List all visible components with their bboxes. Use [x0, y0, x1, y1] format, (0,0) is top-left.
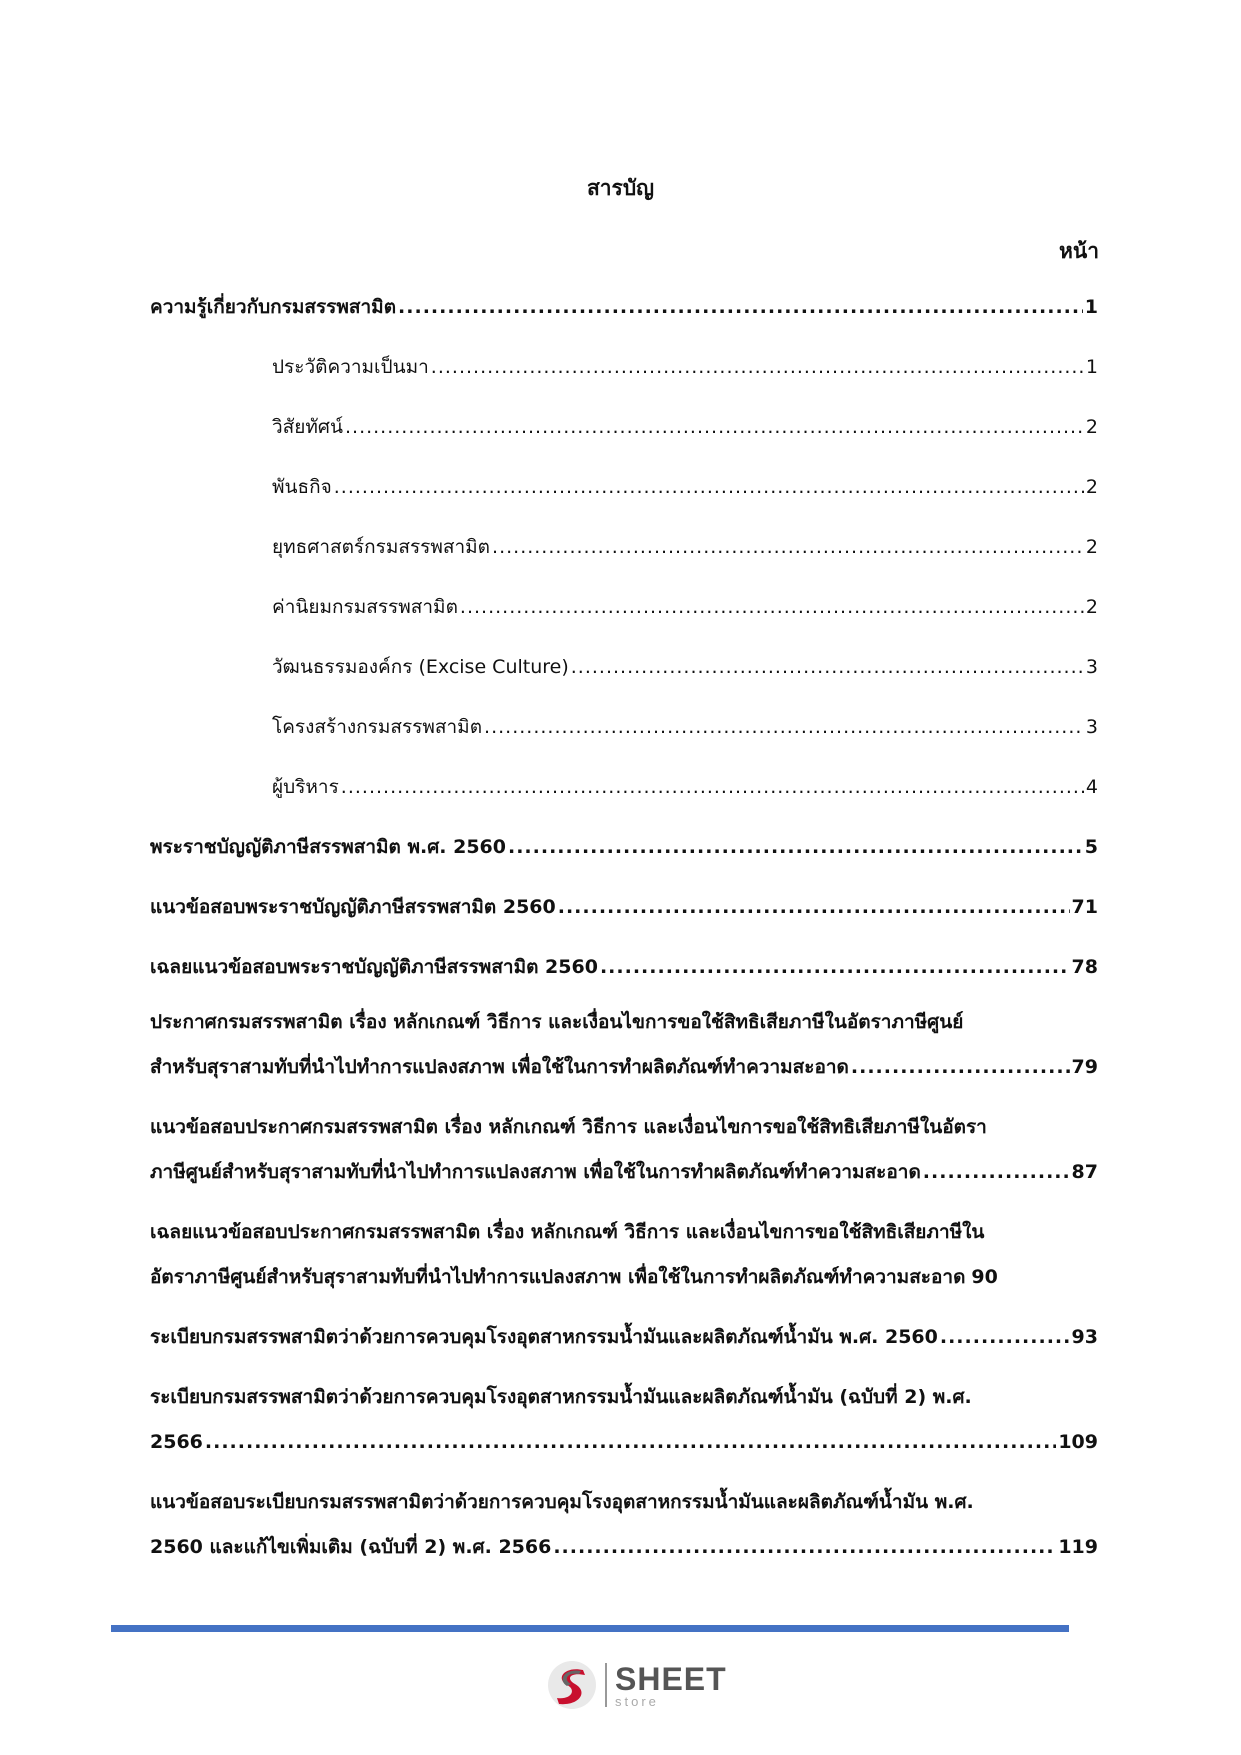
toc-entry[interactable]	[150, 1427, 1098, 1457]
leader-dots	[492, 532, 1084, 562]
toc-subentry[interactable]	[272, 712, 1098, 742]
leader-dots	[341, 772, 1084, 802]
leader-dots	[558, 892, 1070, 922]
toc-entry-line1[interactable]: แนวข้อสอบประกาศกรมสรรพสามิต เรื่อง หลักเกณฑ์ วิธีการ และเงื่อนไขการขอใช้สิทธิเสียภาษีในอัตรา	[150, 1116, 987, 1138]
toc-entry[interactable]	[150, 1532, 1098, 1562]
toc-entry-page: 71	[1071, 896, 1098, 918]
toc-entry-page: 2	[1085, 476, 1098, 498]
toc-entry-text: วัฒนธรรมองค์กร (Excise Culture)	[272, 656, 569, 678]
toc-entry-text: ผู้บริหาร	[272, 776, 339, 798]
logo-subtext: store	[615, 1693, 659, 1709]
leader-dots	[923, 1157, 1070, 1187]
toc-entry-page: 2	[1085, 416, 1098, 438]
toc-entry-line1[interactable]: ระเบียบกรมสรรพสามิตว่าด้วยการควบคุมโรงอุตสาหกรรมน้ำมันและผลิตภัณฑ์น้ำมัน (ฉบับที่ 2) พ.ศ.	[150, 1386, 972, 1408]
toc-entry-page: 119	[1058, 1536, 1098, 1558]
toc-entry-page: 90	[971, 1266, 998, 1288]
toc-subentry[interactable]	[272, 352, 1098, 382]
toc-entry-text: โครงสร้างกรมสรรพสามิต	[272, 716, 483, 738]
toc-entry-page: 78	[1071, 956, 1098, 978]
leader-dots	[508, 832, 1083, 862]
toc-entry-page: 5	[1084, 836, 1098, 858]
toc-entry-text: ประวัติความเป็นมา	[272, 356, 429, 378]
toc-subentry[interactable]	[272, 592, 1098, 622]
toc-entry[interactable]	[150, 892, 1098, 922]
toc-entry-text: พันธกิจ	[272, 476, 332, 498]
toc-entry-text: ยุทธศาสตร์กรมสรรพสามิต	[272, 536, 491, 558]
toc-entry-text: แนวข้อสอบพระราชบัญญัติภาษีสรรพสามิต 2560	[150, 896, 556, 918]
logo-separator	[605, 1663, 607, 1707]
leader-dots	[345, 412, 1084, 442]
page-title: สารบัญ	[586, 176, 655, 200]
toc-entry-page: 3	[1085, 716, 1098, 738]
toc-entry-text: 2560 และแก้ไขเพิ่มเติม (ฉบับที่ 2) พ.ศ. 2566	[150, 1536, 552, 1558]
toc-entry-text: ความรู้เกี่ยวกับกรมสรรพสามิต	[150, 296, 397, 318]
leader-dots	[571, 652, 1084, 682]
toc-entry-line1[interactable]: แนวข้อสอบระเบียบกรมสรรพสามิตว่าด้วยการควบคุมโรงอุตสาหกรรมน้ำมันและผลิตภัณฑ์น้ำมัน พ.ศ.	[150, 1491, 974, 1513]
leader-dots	[460, 592, 1084, 622]
logo-text: SHEET	[615, 1660, 727, 1697]
toc-entry-text: พระราชบัญญัติภาษีสรรพสามิต พ.ศ. 2560	[150, 836, 506, 858]
toc-entry[interactable]	[150, 1157, 1098, 1187]
toc-entry-line1[interactable]: ประกาศกรมสรรพสามิต เรื่อง หลักเกณฑ์ วิธีการ และเงื่อนไขการขอใช้สิทธิเสียภาษีในอัตราภาษีศูนย์	[150, 1011, 964, 1033]
leader-dots	[205, 1427, 1056, 1457]
toc-entry-page: 4	[1085, 776, 1098, 798]
leader-dots	[398, 292, 1083, 322]
toc-entry[interactable]	[150, 292, 1098, 322]
toc-entry-text: สำหรับสุราสามทับที่นำไปทำการแปลงสภาพ เพื่อใช้ในการทำผลิตภัณฑ์ทำความสะอาด	[150, 1056, 849, 1078]
toc-entry-text: วิสัยทัศน์	[272, 416, 343, 438]
toc-entry-page: 1	[1085, 356, 1098, 378]
toc-entry-text: ค่านิยมกรมสรรพสามิต	[272, 596, 458, 618]
toc-entry-page: 2	[1085, 596, 1098, 618]
toc-subentry[interactable]	[272, 472, 1098, 502]
toc-entry[interactable]	[150, 1052, 1098, 1082]
toc-entry-page: 109	[1058, 1431, 1098, 1453]
toc-subentry[interactable]	[272, 772, 1098, 802]
sheet-store-logo-icon	[545, 1658, 599, 1712]
page-column-label: หน้า	[1059, 239, 1099, 263]
toc-entry-text: 2566	[150, 1431, 203, 1453]
toc-entry-page: 79	[1071, 1056, 1098, 1078]
toc-entry-text: อัตราภาษีศูนย์สำหรับสุราสามทับที่นำไปทำการแปลงสภาพ เพื่อใช้ในการทำผลิตภัณฑ์ทำความสะอาด	[150, 1266, 966, 1288]
toc-entry[interactable]	[150, 1322, 1098, 1352]
leader-dots	[484, 712, 1084, 742]
leader-dots	[600, 952, 1070, 982]
toc-subentry[interactable]	[272, 652, 1098, 682]
leader-dots	[553, 1532, 1056, 1562]
sheet-store-logo	[545, 1658, 727, 1712]
toc-subentry[interactable]	[272, 532, 1098, 562]
toc-entry-text: เฉลยแนวข้อสอบพระราชบัญญัติภาษีสรรพสามิต 2560	[150, 956, 598, 978]
leader-dots	[431, 352, 1084, 382]
toc-entry-text: ภาษีศูนย์สำหรับสุราสามทับที่นำไปทำการแปลงสภาพ เพื่อใช้ในการทำผลิตภัณฑ์ทำความสะอาด	[150, 1161, 921, 1183]
toc-entry-page: 93	[1071, 1326, 1098, 1348]
toc-entry[interactable]	[150, 832, 1098, 862]
toc-entry[interactable]	[150, 1262, 1098, 1292]
toc-entry-page: 87	[1071, 1161, 1098, 1183]
toc-subentry[interactable]	[272, 412, 1098, 442]
toc-entry-page: 1	[1084, 296, 1098, 318]
toc-entry-line1[interactable]: เฉลยแนวข้อสอบประกาศกรมสรรพสามิต เรื่อง หลักเกณฑ์ วิธีการ และเงื่อนไขการขอใช้สิทธิเสียภาษีใน	[150, 1221, 985, 1243]
leader-dots	[334, 472, 1084, 502]
footer-rule	[111, 1625, 1069, 1632]
toc-entry-text: ระเบียบกรมสรรพสามิตว่าด้วยการควบคุมโรงอุตสาหกรรมน้ำมันและผลิตภัณฑ์น้ำมัน พ.ศ. 2560	[150, 1326, 938, 1348]
toc-entry[interactable]	[150, 952, 1098, 982]
toc-entry-page: 2	[1085, 536, 1098, 558]
toc-entry-page: 3	[1085, 656, 1098, 678]
leader-dots	[851, 1052, 1070, 1082]
leader-dots	[940, 1322, 1070, 1352]
